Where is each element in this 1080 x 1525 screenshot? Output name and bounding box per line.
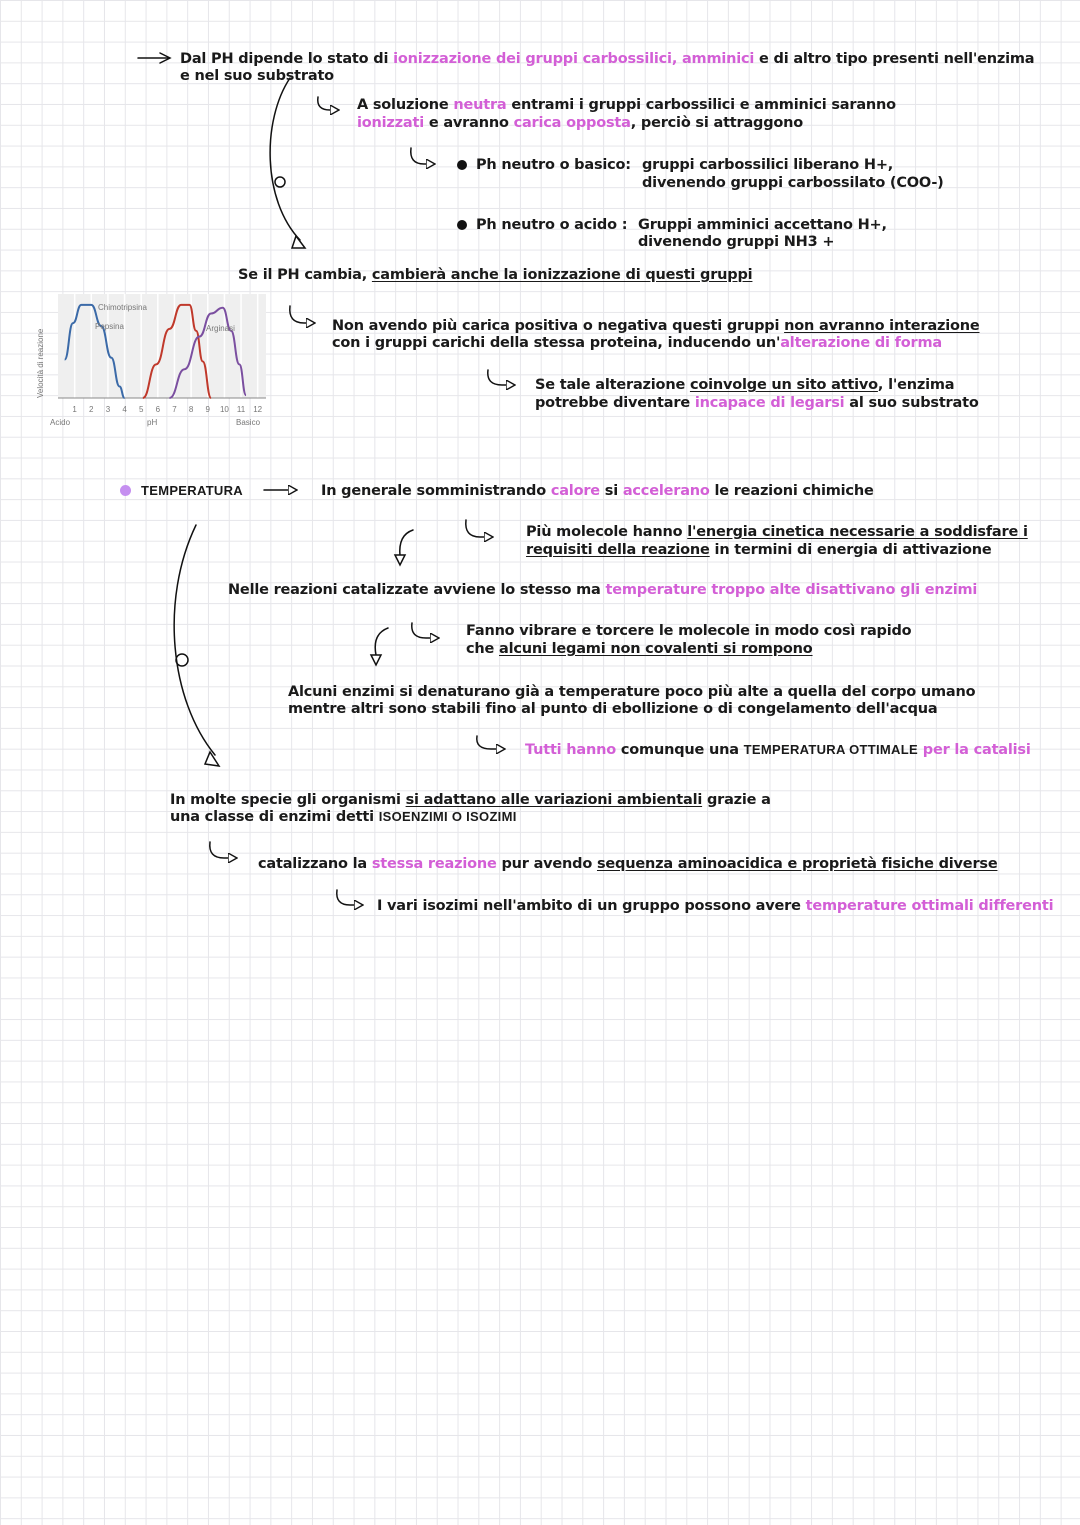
site-line2: potrebbe diventare incapace di legarsi al suo substrato	[535, 395, 979, 411]
legend-chimotripsina: Chimotripsina	[98, 303, 147, 312]
iso-line2: una classe di enzimi detti ISOENZIMI O ISOZIMI	[170, 809, 517, 825]
hook-arrow	[290, 306, 314, 323]
ph-intro-line1: Dal PH dipende lo stato di ionizzazione dei gruppi carbossilici, amminici e di altro tipo presenti nell'enzima	[180, 51, 1035, 67]
acid-text-1: Gruppi amminici accettano H+,	[638, 217, 887, 233]
hook-arrow	[488, 370, 514, 385]
hook-arrow	[210, 842, 236, 858]
neutral-line2: ionizzati e avranno carica opposta, perciò si attraggono	[357, 115, 804, 131]
x-tick-label: 12	[253, 405, 263, 414]
temperatura-heading: TEMPERATURA	[141, 483, 243, 498]
basic-text-2: divenendo gruppi carbossilato (COO-)	[642, 175, 944, 191]
ph-activity-chart	[36, 290, 270, 435]
curve-arrow-temp	[174, 525, 215, 755]
vib-line2: che alcuni legami non covalenti si rompono	[466, 641, 813, 657]
x-tick-label: 8	[188, 405, 194, 414]
x-right-label: Basico	[236, 418, 261, 427]
x-tick-label: 3	[105, 405, 111, 414]
acid-text-2: divenendo gruppi NH3 +	[638, 234, 835, 250]
basic-label: Ph neutro o basico:	[476, 157, 631, 173]
x-left-label: Acido	[50, 418, 71, 427]
same-line: catalizzano la stessa reazione pur avendo sequenza aminoacidica e proprietà fisiche diverse	[258, 856, 998, 872]
hook-arrow	[411, 148, 434, 164]
chart-plot	[40, 290, 270, 435]
var-line: I vari isozimi nell'ambito di un gruppo possono avere temperature ottimali differenti	[377, 898, 1054, 914]
hook-arrow	[318, 97, 338, 110]
y-axis-label: Velocità di reazione	[36, 328, 45, 398]
nocharge-line1: Non avendo più carica positiva o negativa questi gruppi non avranno interazione	[332, 318, 980, 334]
x-tick-label: 11	[236, 405, 246, 414]
acid-label: Ph neutro o acido :	[476, 217, 628, 233]
x-tick-label: 9	[205, 405, 210, 414]
legend-arginasi: Arginasi	[206, 324, 235, 333]
x-axis-label: pH	[147, 418, 158, 427]
bullet-dot	[457, 160, 467, 170]
x-tick-label: 6	[155, 405, 161, 414]
hook-arrow	[412, 623, 438, 638]
x-tick-label: 2	[89, 405, 94, 414]
bullet-dot	[457, 220, 467, 230]
neutral-line1: A soluzione neutra entrami i gruppi carbossilici e amminici saranno	[357, 97, 896, 113]
site-line1: Se tale alterazione coinvolge un sito attivo, l'enzima	[535, 377, 955, 393]
mol-line1: Più molecole hanno l'energia cinetica necessarie a soddisfare i	[526, 524, 1028, 540]
den-line1: Alcuni enzimi si denaturano già a temperature poco più alte a quella del corpo umano	[288, 684, 976, 700]
x-tick-label: 4	[122, 405, 127, 414]
section-bullet	[120, 485, 131, 496]
ph-change: Se il PH cambia, cambierà anche la ionizzazione di questi gruppi	[238, 267, 753, 283]
vib-line1: Fanno vibrare e torcere le molecole in modo così rapido	[466, 623, 912, 639]
temp-intro: In generale somministrando calore si accelerano le reazioni chimiche	[321, 483, 874, 499]
x-tick-label: 5	[138, 405, 144, 414]
legend-pepsina: Pepsina	[95, 322, 124, 331]
hook-arrow	[337, 890, 362, 905]
nocharge-line2: con i gruppi carichi della stessa proteina, inducendo un'alterazione di forma	[332, 335, 942, 351]
hook-arrow	[477, 736, 504, 749]
basic-text-1: gruppi carbossilici liberano H+,	[642, 157, 894, 173]
den-line2: mentre altri sono stabili fino al punto di ebollizione o di congelamento dell'acqua	[288, 701, 938, 717]
x-tick-label: 1	[72, 405, 77, 414]
iso-line1: In molte specie gli organismi si adattano alle variazioni ambientali grazie a	[170, 792, 771, 808]
ph-intro-line2: e nel suo substrato	[180, 68, 334, 84]
x-tick-label: 7	[172, 405, 177, 414]
catalyzed-line: Nelle reazioni catalizzate avviene lo stesso ma temperature troppo alte disattivano gli enzimi	[228, 582, 978, 598]
x-tick-label: 10	[219, 405, 229, 414]
curve-arrow-ph	[270, 78, 300, 240]
hook-arrow	[466, 520, 492, 537]
mol-line2: requisiti della reazione in termini di energia di attivazione	[526, 542, 992, 558]
optimal-line: Tutti hanno comunque una TEMPERATURA OTTIMALE per la catalisi	[525, 742, 1031, 758]
